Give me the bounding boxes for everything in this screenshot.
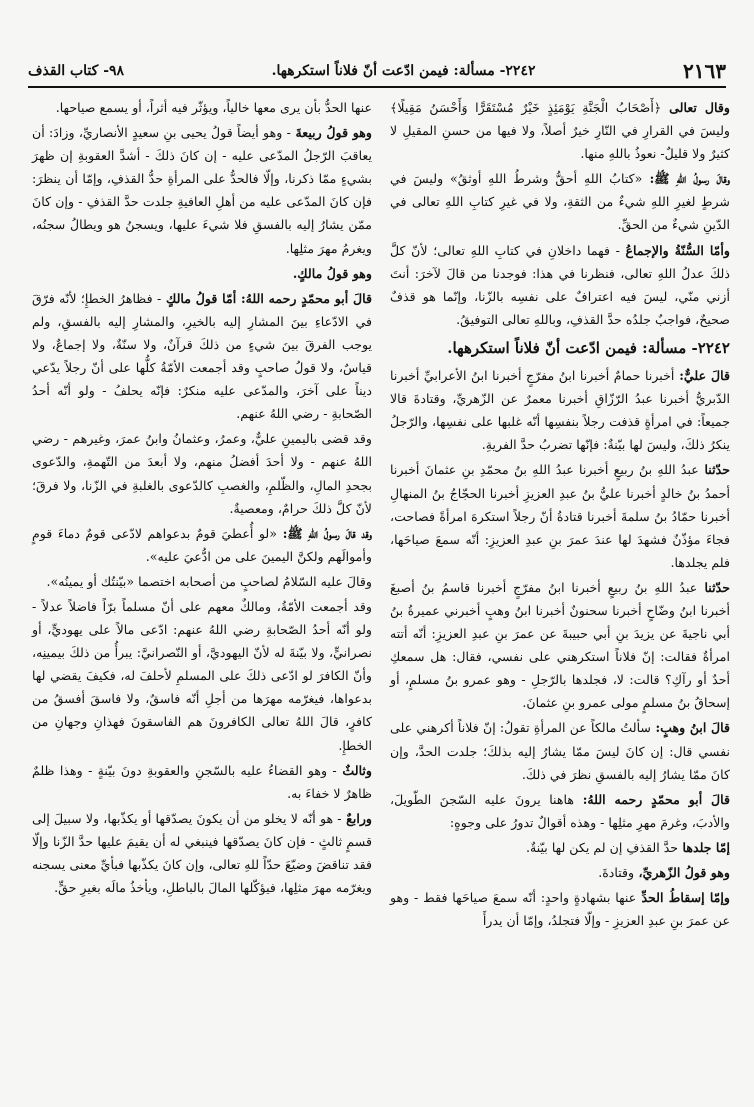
paragraph bbox=[32, 427, 372, 519]
paragraph-text: هاهنا يرونَ عليه السّجنَ الطّويلَ، والأدبَ، وغرمَ مهرِ مثلِها - وهذه أقوالٌ تدورُ على وجوهٍ: bbox=[390, 791, 730, 830]
paragraph-text: سألتُ مالكاً عن المرأةِ تقولُ: إنّ فلاناً أكرهني على نفسي قال: إن كانَ ليسَ ممّا يشارُ إليه بذلكَ؛ جلدت الحدَّ، وإن كانَ ممّا يشارُ إليه بالفسقِ نظرَ في ذلكَ. bbox=[390, 720, 730, 782]
paragraph-text: - وهو أيضاً قولُ يحيى بنِ سعيدٍ الأنصاريِّ، وزادَ: أن يعاقبَ الرّجلُ المدّعى عليه - إن كانَ ذلكَ - أشدَّ العقوبةِ إن ظهرَ بشيءٍ ممّا ذكرنا، وإلّا فالحدُّ على المرأةِ حدُّ القذفِ، وإمّا أن ينظرَ: فإن كانَ المدّعى عليه من أهلِ العافيةِ جلدت حدَّ القذفِ - وإن كانَ ممّن يشارُ إليه بالفسقِ فلا شيءَ عليها، ويسجنُ هو ويطالُ سجنُه، ويغرمُ مهرَ مثلِها. bbox=[32, 125, 372, 256]
paragraph-text: عبدُ اللهِ بنُ ربيعٍ أخبرنا ابنُ مفرّجٍ أخبرنا قاسمُ بنُ أصبغَ أخبرنا ابنُ وضّاحٍ أخبرنا سحنونٌ أخبرنا ابنُ وهبٍ أخبرني عميرةُ بنُ أبي ناجيةَ عن يزيدَ بنِ أبي حبيبةَ عن عمرَ بنِ عبدِ العزيزِ: أنّه أتته امرأةٌ فقالت: إنّ فلاناً استكرهني على نفسي، فقال: هل سمعكِ أحدٌ أو رآكِ؟ قالت: لا، فجلدها بالرّجلِ - وهو عمرو بنُ مسلمٍ، أو إسحاقُ بنُ مسلمٍ مولى عمرو بنِ عثمانَ. bbox=[390, 579, 730, 711]
paragraph-text: - فهما داخلانِ في كتابِ اللهِ تعالى؛ لأنّ كلَّ ذلكَ عدلُ اللهِ تعالى، فنظرنا في هذا: فوجدنا من قالَ لآخرَ: أنتَ أزني منّي، ليسَ فيه اعترافٌ على نفسِه بالزّنا، وإنّما هو قذفٌ صحيحٌ، فواجبٌ جلدُه حدَّ القذفِ، وباللهِ تعالى التوفيقُ. bbox=[390, 242, 730, 327]
paragraph bbox=[32, 287, 372, 426]
paragraph bbox=[32, 807, 372, 899]
paragraph-lead: حدّثنا bbox=[697, 579, 730, 595]
paragraph bbox=[32, 595, 372, 757]
paragraph bbox=[32, 759, 372, 805]
page-header bbox=[28, 58, 726, 84]
paragraph-text: ﴿أَصْحَابُ الْجَنَّةِ يَوْمَئِذٍ خَيْرٌ مُسْتَقَرًّا وَأَحْسَنُ مَقِيلًا﴾ وليسَ في القرارِ في النّارِ خيرٌ أصلاً، ولا فيها من حسنِ المقيلِ لا كثيرٌ ولا قليلٌ- نعوذُ باللهِ منها. bbox=[390, 100, 730, 162]
paragraph bbox=[390, 576, 730, 715]
paragraph-text: حدَّ القذفِ إن لم يكن لها بيّنةٌ. bbox=[525, 839, 679, 855]
paragraph-lead: قالَ ابنُ وهبٍ: bbox=[650, 720, 730, 736]
paragraph bbox=[32, 262, 372, 285]
paragraph bbox=[390, 364, 730, 456]
paragraph-lead: قالَ أبو محمّدٍ رحمه اللهُ: أمّا قولُ مالكٍ bbox=[161, 290, 372, 306]
page-number: ٢١٦٣ bbox=[683, 59, 726, 83]
paragraph-text: - وهو القضاءُ عليه بالسّجنِ والعقوبةِ دونَ بيّنةٍ - وهذا ظلمٌ ظاهرٌ لا خفاءَ به. bbox=[32, 762, 372, 801]
running-section-title: ٢٢٤٢- مسألة: فيمن ادّعت أنّ فلاناً استكرهها. bbox=[271, 63, 536, 79]
paragraph-lead: وأمّا السُّنّةُ والإجماعُ bbox=[625, 242, 730, 258]
paragraph-text: عبدُ اللهِ بنُ ربيعٍ أخبرنا عبدُ اللهِ بنُ محمّدِ بنِ عثمانَ أخبرنا أحمدُ بنُ خالدٍ أخبرنا عليُّ بنُ عبدِ العزيزِ أخبرنا الحجّاجُ بنُ المنهالِ أخبرنا حمّادُ بنُ سلمةَ أخبرنا قتادةُ أنّ رجلاً استكرهَ امرأةً فصاحت، فجاءَ مؤذّنٌ فشهدَ لها عندَ عمرَ بنِ عبدِ العزيزِ: أنّه سمعَ صياحَها، فلم يجلدها. bbox=[390, 462, 730, 570]
paragraph-lead: حدّثنا bbox=[698, 462, 730, 478]
paragraph bbox=[390, 836, 730, 859]
paragraph bbox=[390, 239, 730, 331]
paragraph-lead: ورابعٌ bbox=[341, 810, 372, 826]
header-rule bbox=[28, 86, 726, 88]
paragraph bbox=[390, 96, 730, 165]
paragraph bbox=[32, 121, 372, 260]
paragraph-text: - فظاهرُ الخطإِ؛ لأنّه فرّقَ في الادّعاءِ بينَ المشارِ إليه بالخيرِ، والمشارِ إليه بالفسقِ، ولم يوجب الفرقَ بينَ شيءٍ من ذلكَ قرآنٌ، ولا سنّةٌ، ولا إجماعٌ، ولا قياسٌ، ولا قولُ صاحبٍ وقد أجمعت الأمّةُ كلُّها على أنّ رجلاً يدّعي ديناً على آخرَ، والمدّعى عليه منكرٌ: فإنّه يحلفُ - ولو أنّه أحدُ الصّحابةِ - رضي اللهُ عنهم. bbox=[32, 290, 372, 422]
left-column bbox=[32, 96, 372, 901]
paragraph bbox=[390, 788, 730, 834]
paragraph-lead: وهو قولُ ربيعةَ bbox=[290, 125, 372, 141]
paragraph-text: وقد أجمعت الأمّةُ، ومالكٌ معهم على أنّ مسلماً برّاً فاضلاً عدلاً - ولو أنّه أحدُ الصّحابةِ رضي اللهُ عنهم: ادّعى مالاً على يهوديٍّ، أو نصرانيٍّ، ولا بيّنةَ له لأنّ اليهوديَّ، أو النّصرانيَّ: يبرأُ من ذلكَ بيمينِه، وأنّ الكافرَ لو ادّعى ذلكَ على المسلمِ لأحلفَ له، فكيفَ يقضي لها بدعواها، فيغرّمه مهرَها من أجلِ أنّه فاسقٌ، ولا فاسقَ أفسقُ من كافرٍ، قالَ اللهُ تعالى الكافرونَ هم الفاسقونَ فهذانِ وجهانِ من الخطإِ. bbox=[32, 598, 372, 753]
section-title: ٢٢٤٢- مسألة: فيمن ادّعت أنّ فلاناً استكرهها. bbox=[447, 338, 730, 357]
paragraph bbox=[390, 886, 730, 932]
paragraph-lead: إمّا جلدها bbox=[678, 839, 730, 855]
paragraph-lead: وهو قولُ الزّهريِّ، bbox=[634, 865, 730, 880]
paragraph bbox=[390, 861, 730, 884]
running-book-title: ٩٨- كتاب القذف bbox=[28, 63, 125, 79]
paragraph-text: وقتادةَ. bbox=[598, 865, 635, 880]
paragraph-lead: وقالَ رسولُ اللهِ ﷺ: bbox=[642, 171, 730, 187]
paragraph-text: عنها بشهادةٍ واحدٍ: أنّه سمعَ صياحَها فقط - وهو عن عمرَ بنِ عبدِ العزيزِ - وإلّا فتجلدُ، وإمّا أن يدرأَ bbox=[390, 890, 730, 929]
paragraph-text: وقد قضى باليمينِ عليٌّ، وعمرُ، وعثمانُ وابنُ عمرَ، وغيرهم - رضي اللهُ عنهم - ولا أحدَ أفضلُ منهم، ولا أبعدَ من التّهمةِ، والدّعوى بجحدِ المالِ، والظّلمِ، والغصبِ كالدّعوى بالغلبةِ في الزّنا، ولا فرقَ؛ لأنّ كلَّ ذلكَ حرامٌ، ومعصيةٌ. bbox=[32, 431, 372, 516]
paragraph bbox=[32, 96, 372, 119]
paragraph bbox=[32, 570, 372, 593]
paragraph-lead: وهو قولُ مالكٍ. bbox=[292, 265, 372, 281]
paragraph-text: - هو أنّه لا يخلو من أن يكونَ يصدّقها أو يكذّبها، ولا سبيلَ إلى قسمٍ ثالثٍ - فإن كانَ يصدّقها فينبغي له أن يقيمَ عليها حدَّ الزّنا وإلّا فقد تناقضَ وضيّعَ حدّاً للهِ تعالى، وإن كانَ يكذّبها فبأيِّ معنى يسجنه ويغرّمه مهرَ مثلِها، فيؤكّلها المالَ بالباطلِ، ويأخذُ مالَه بغيرِ حقٍّ. bbox=[32, 810, 372, 896]
paragraph-text: أخبرنا حمامٌ أخبرنا ابنُ مفرّجٍ أخبرنا ابنُ الأعرابيِّ أخبرنا الدّبريُّ أخبرنا عبدُ الرّزّاقِ أخبرنا معمرٌ عن الزّهريِّ، وقتادةَ قالا جميعاً: في امرأةٍ قذفت رجلاً بنفسِها أنّه غلبها على نفسِها، والرّجلُ ينكرُ ذلكَ، وليسَ لها بيّنةٌ: فإنّها تضربُ حدَّ الفريةِ. bbox=[390, 368, 730, 453]
paragraph-lead: قالَ أبو محمّدٍ رحمه اللهُ: bbox=[573, 791, 730, 807]
paragraph bbox=[390, 716, 730, 785]
right-column bbox=[390, 96, 730, 934]
paragraph-text: عنها الحدُّ بأن يرى معها خالياً، ويؤثّر فيه أثراً، أو يسمع صياحها. bbox=[55, 100, 372, 115]
paragraph bbox=[390, 458, 730, 573]
paragraph-lead: وإمّا إسقاطُ الحدِّ bbox=[636, 890, 730, 906]
paragraph-text: «كتابُ اللهِ أحقُّ وشرطُ اللهِ أوثقُ» وليسَ في شرطٍ لغيرِ اللهِ شيءٌ من الثقةِ، ولا في غيرِ كتابِ اللهِ تعالى في الدّينِ شيءٌ من الحقِّ. bbox=[390, 171, 730, 233]
paragraph-lead: قالَ عليٌّ: bbox=[674, 368, 731, 384]
paragraph-text: «لو أُعطيَ قومٌ بدعواهم لادّعى قومٌ دماءَ قومٍ وأموالَهم ولكنَّ اليمينَ على من ادُّعيَ عليه». bbox=[32, 525, 372, 564]
paragraph bbox=[32, 522, 372, 568]
paragraph-text: وقالَ عليه السّلامُ لصاحبٍ من أصحابه اختصما «بيّنتُك أو يمينُه». bbox=[46, 573, 372, 589]
paragraph-lead: وقال تعالى bbox=[661, 100, 730, 115]
paragraph bbox=[390, 167, 730, 236]
paragraph-lead: وقد قالَ رسولُ اللهِ ﷺ: bbox=[276, 525, 372, 541]
paragraph-lead: وثالثٌ bbox=[336, 762, 372, 778]
